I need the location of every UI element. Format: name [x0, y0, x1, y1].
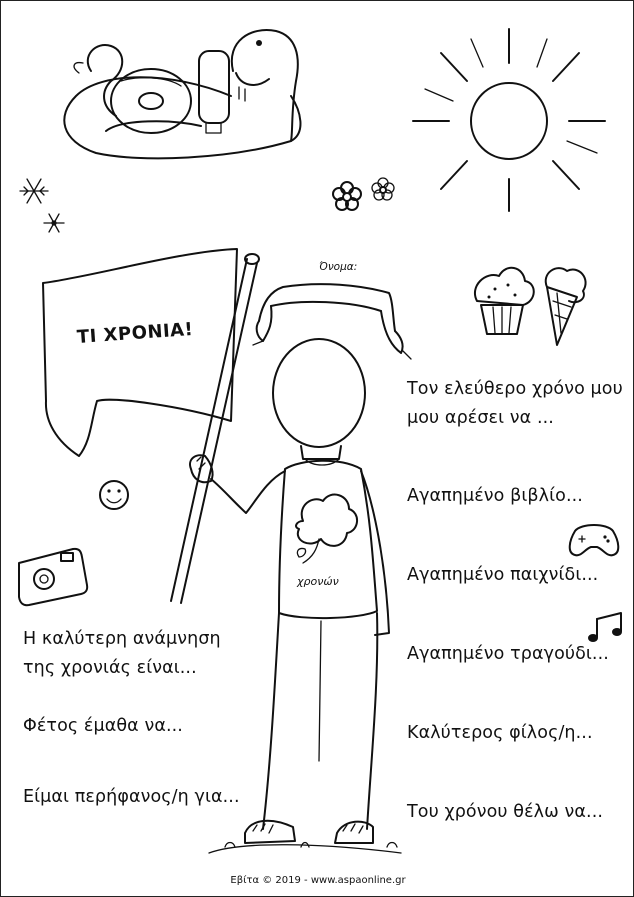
- prompt-free-time-line1: Τον ελεύθερο χρόνο μου: [407, 379, 623, 399]
- flag-drawing: [43, 249, 259, 603]
- shirt-years-label: χρονών: [297, 575, 339, 588]
- prompt-favorite-game: Αγαπημένο παιχνίδι...: [407, 565, 599, 585]
- swimming-ring-duck-icon: [64, 30, 300, 158]
- prompt-best-memory-line2: της χρονιάς είναι...: [23, 658, 197, 678]
- flower-icon: [333, 178, 394, 210]
- sun-icon: [413, 29, 605, 211]
- gamepad-icon: [570, 525, 619, 555]
- flag-title: ΤΙ ΧΡΟΝΙΑ!: [76, 318, 194, 348]
- person-figure: [190, 339, 401, 853]
- prompt-favorite-book: Αγαπημένο βιβλίο...: [407, 486, 583, 506]
- music-note-icon: [588, 613, 622, 642]
- prompt-proud: Είμαι περήφανος/η για...: [23, 787, 240, 807]
- cloud-shirt-icon: [296, 495, 357, 563]
- prompt-next-year-wish: Του χρόνου θέλω να...: [407, 802, 604, 822]
- snowflake-icon: [20, 179, 64, 232]
- prompt-favorite-song: Αγαπημένο τραγούδι...: [407, 644, 609, 664]
- worksheet-illustration: [1, 1, 634, 897]
- ice-cream-icon: [546, 268, 586, 345]
- prompt-free-time-line2: μου αρέσει να ...: [407, 408, 554, 428]
- prompt-learned: Φέτος έμαθα να...: [23, 716, 183, 736]
- name-label: Όνομα:: [319, 261, 358, 273]
- cupcake-icon: [475, 268, 534, 334]
- footer-credit: Εβίτα © 2019 - www.aspaonline.gr: [230, 875, 406, 886]
- camera-icon: [19, 549, 87, 605]
- name-banner: [253, 284, 411, 359]
- smiley-icon: [100, 481, 128, 509]
- prompt-best-friend: Καλύτερος φίλος/η...: [407, 723, 593, 743]
- prompt-best-memory-line1: Η καλύτερη ανάμνηση: [23, 629, 221, 649]
